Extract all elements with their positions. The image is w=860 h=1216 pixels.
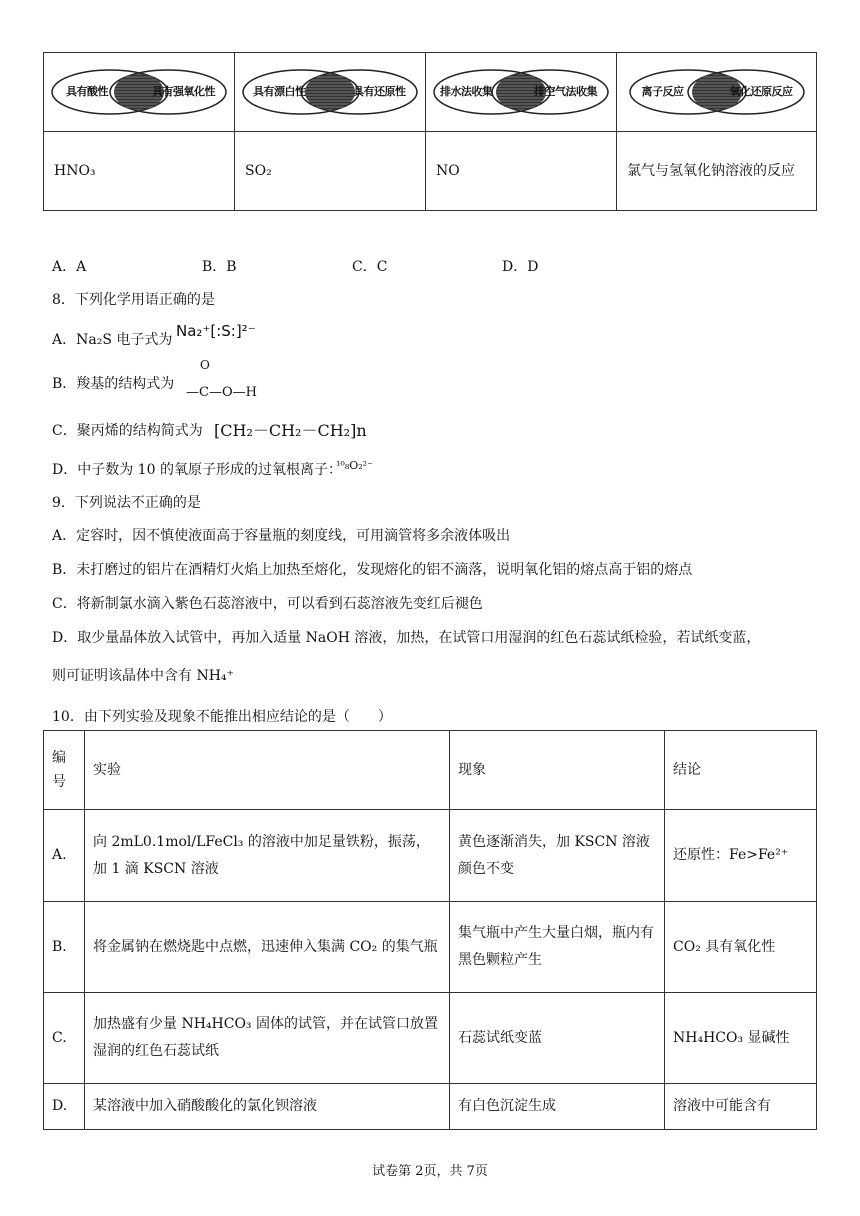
page-footer: 试卷第 2页，共 7页: [372, 1164, 488, 1179]
header-experiment: 实验: [85, 731, 450, 810]
venn-right-label: 具有强氧化性: [152, 85, 215, 98]
row-conclusion: 还原性：Fe>Fe²⁺: [665, 810, 817, 902]
option-d: D．D: [502, 259, 539, 275]
row-observation: 有白色沉淀生成: [450, 1084, 665, 1130]
venn-cell: [426, 53, 617, 132]
answer-cell: HNO₃: [44, 132, 235, 211]
table-row: [44, 993, 817, 1084]
row-id: C.: [44, 993, 85, 1084]
q9-option-a: A．定容时，因不慎使液面高于容量瓶的刻度线，可用滴管将多余液体吸出: [52, 528, 511, 544]
answer-cell: SO₂: [235, 132, 426, 211]
q9-option-c: C．将新制氯水滴入紫色石蕊溶液中，可以看到石蕊溶液先变红后褪色: [52, 596, 483, 612]
q8-d-formula: ¹⁰₈O₂²⁻: [336, 459, 373, 472]
q8-option-a: A．Na₂S 电子式为: [52, 332, 173, 348]
q8-c-formula: [CH₂－CH₂－CH₂]n: [214, 421, 367, 440]
row-conclusion: NH₄HCO₃ 显碱性: [665, 993, 817, 1084]
row-experiment: 向 2mL0.1mol/LFeCl₃ 的溶液中加足量铁粉，振荡，加 1 滴 KSCN 溶液: [85, 810, 450, 902]
row-conclusion: CO₂ 具有氧化性: [665, 902, 817, 993]
row-observation: 集气瓶中产生大量白烟，瓶内有黑色颗粒产生: [450, 902, 665, 993]
table-row: [44, 902, 817, 993]
row-observation: 黄色逐渐消失，加 KSCN 溶液颜色不变: [450, 810, 665, 902]
q8-b-formula-top: O: [200, 358, 210, 372]
q9-stem: 9．下列说法不正确的是: [52, 495, 201, 511]
venn-table: [43, 52, 817, 211]
venn-diagram: [239, 64, 421, 120]
q8-a-formula: Na₂⁺[:S:]²⁻: [176, 322, 256, 340]
row-experiment: 加热盛有少量 NH₄HCO₃ 固体的试管，并在试管口放置湿润的红色石蕊试纸: [85, 993, 450, 1084]
q8-option-d: D．中子数为 10 的氧原子形成的过氧根离子：: [52, 462, 342, 478]
venn-left-label: 具有漂白性: [253, 85, 306, 98]
row-id: B.: [44, 902, 85, 993]
table-header-row: [44, 731, 817, 810]
q8-stem: 8．下列化学用语正确的是: [52, 292, 215, 308]
row-experiment: 某溶液中加入硝酸酸化的氯化钡溶液: [85, 1084, 450, 1130]
venn-cell: [44, 53, 235, 132]
q10-stem: 10．由下列实验及现象不能推出相应结论的是（ ）: [52, 709, 392, 725]
row-conclusion: 溶液中可能含有: [665, 1084, 817, 1130]
q9-option-d-line2: 则可证明该晶体中含有 NH₄⁺: [52, 668, 234, 684]
header-observation: 现象: [450, 731, 665, 810]
answer-cell: 氯气与氢氧化钠溶液的反应: [617, 132, 817, 211]
q9-option-d-line1: D．取少量晶体放入试管中，再加入适量 NaOH 溶液，加热，在试管口用湿润的红色石蕊试纸检验，若试纸变蓝，: [52, 630, 761, 646]
experiment-table: [43, 730, 817, 1130]
venn-left-label: 离子反应: [641, 85, 684, 98]
venn-cell: [617, 53, 817, 132]
row-id: A.: [44, 810, 85, 902]
venn-cell: [235, 53, 426, 132]
table-row: [44, 810, 817, 902]
venn-left-label: 具有酸性: [66, 85, 108, 98]
header-conclusion: 结论: [665, 731, 817, 810]
venn-right-label: 氧化还原反应: [729, 85, 793, 98]
q8-option-c: C．聚丙烯的结构简式为: [52, 423, 203, 439]
venn-right-label: 排空气法收集: [534, 85, 597, 98]
q8-option-b: B．羧基的结构式为: [52, 376, 175, 392]
row-experiment: 将金属钠在燃烧匙中点燃，迅速伸入集满 CO₂ 的集气瓶: [85, 902, 450, 993]
q8-b-formula: —C—O—H: [186, 385, 257, 400]
q9-option-b: B．未打磨过的铝片在酒精灯火焰上加热至熔化，发现熔化的铝不滴落，说明氧化铝的熔点高于铝的熔点: [52, 562, 693, 578]
venn-left-label: 排水法收集: [440, 85, 493, 98]
answer-cell: NO: [426, 132, 617, 211]
venn-diagram: [48, 64, 230, 120]
venn-right-label: 具有还原性: [353, 85, 406, 98]
option-c: C．C: [352, 259, 388, 275]
option-b: B．B: [202, 259, 237, 275]
option-a: A．A: [52, 259, 87, 275]
venn-diagram: [430, 64, 612, 120]
row-observation: 石蕊试纸变蓝: [450, 993, 665, 1084]
header-id: 编号: [44, 731, 85, 810]
table-row: [44, 1084, 817, 1130]
row-id: D.: [44, 1084, 85, 1130]
venn-diagram: [626, 64, 808, 120]
